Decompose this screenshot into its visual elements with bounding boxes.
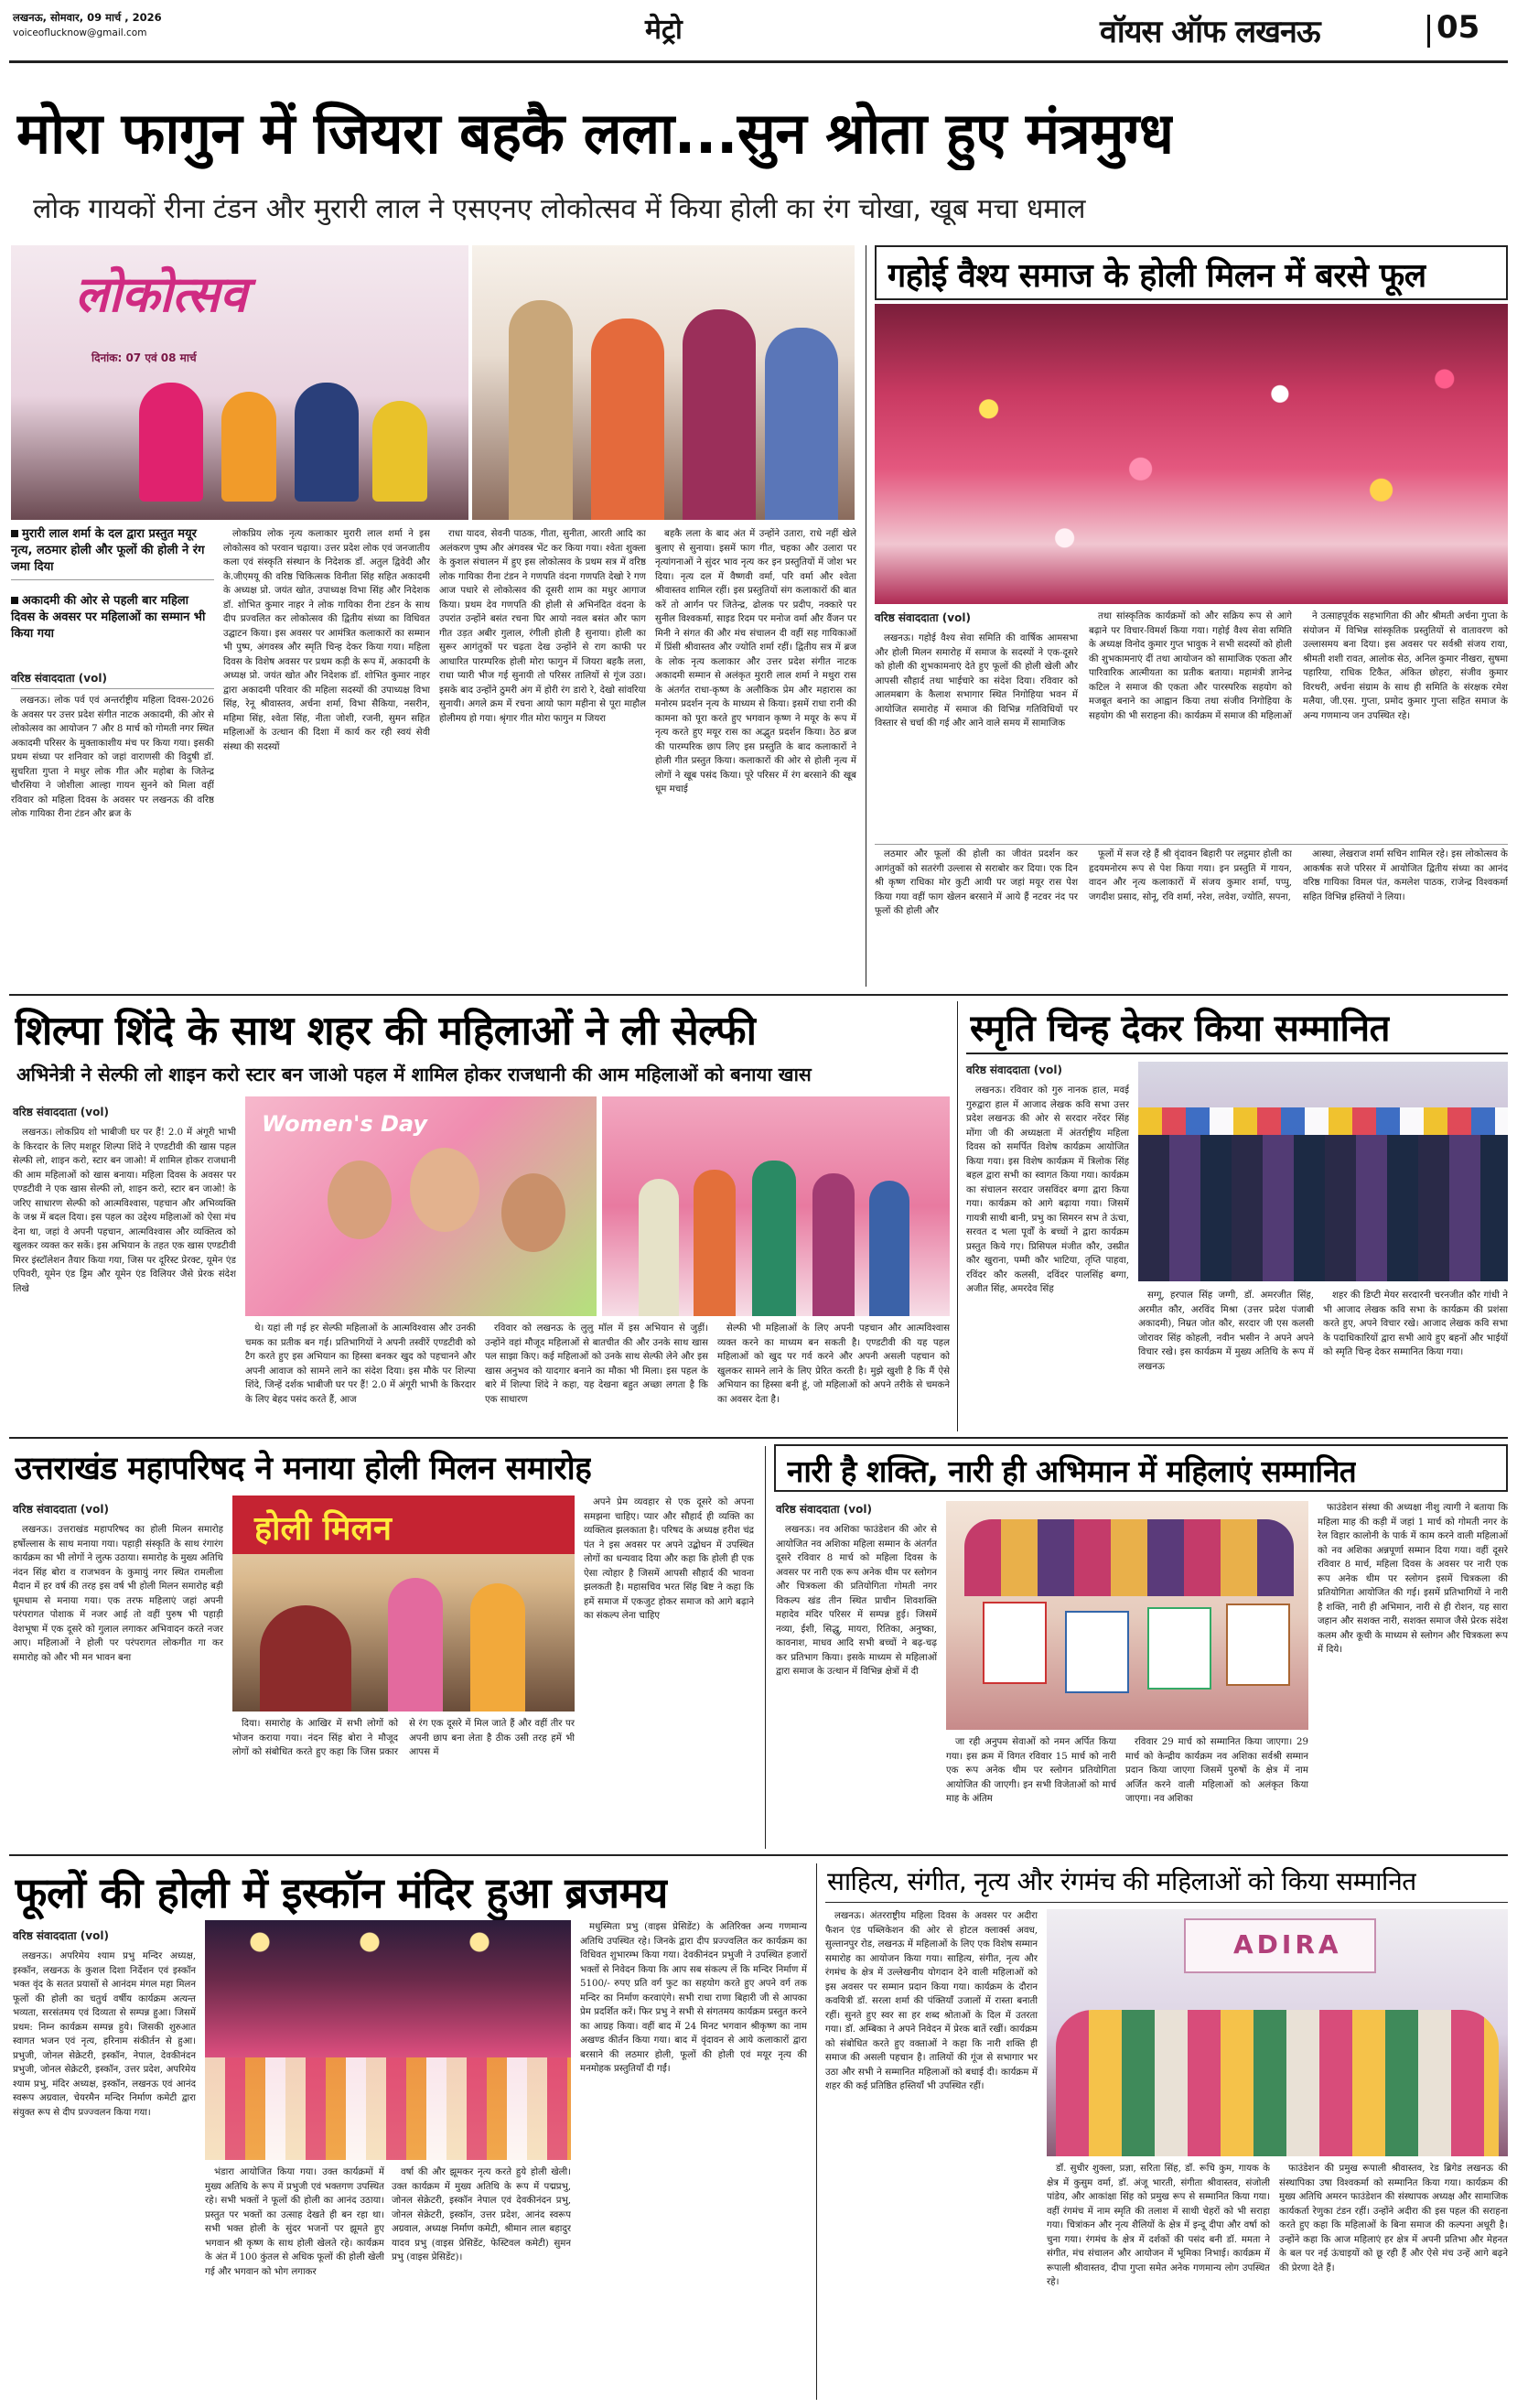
story5-col3-text: अपने प्रेम व्यवहार से एक दूसरे को अपना समझना चाहिए। प्यार और सौहार्द ही व्यक्ति का व्यक्तित्व झलकाता है। परिषद के अध्यक्ष हरीश चंद्र पंत ने इस अवसर पर अपने उद्बोधन में उपस्थित लोगों का धन्यवाद दिया और कहा कि होली ही एक ऐसा त्योहार है जिसमें आपसी सौहार्द की भावना झलकती है। महासचिव भरत सिंह बिष्ट ने कहा कि हमें समाज में एकजुट होकर समाज को आगे बढ़ाने का संकल्प लेना चाहिए bbox=[584, 1497, 754, 1621]
story6-col1-text: लखनऊ। नव अशिका फाउंडेशन की ओर से आयोजित नव अशिका महिला सम्मान के अंतर्गत दूसरे रविवार 8 मार्च को महिला दिवस के अवसर पर नारी एक रूप अनेक थीम पर स्लोगन और चित्रकला की प्रतियोगिता गोमती नगर विकल्प खंड तीन स्थित प्राचीन शिवशक्ति महादेव मंदिर परिसर में सम्पन्न हुई। जिसमें नव्या, ईशी, सिद्धु, मायरा, रितिका, अनुष्का, कावनाश, माधव आदि सभी बच्चों ने बढ़-चढ़ कर प्रतिभाग किया। इसके माध्यम से महिलाओं द्वारा समाज के उत्थान में विभिन्न क्षेत्रों में दी bbox=[776, 1525, 937, 1677]
story1-col2-text: लोकप्रिय लोक नृत्य कलाकार मुरारी लाल शर्मा ने इस लोकोत्सव को परवान चढ़ाया। उत्तर प्रदेश लोक एवं जनजातीय कला एवं संस्कृति संस्थान के निदेशक डॉ. अतुल द्विवेदी और के.जीएमयू की वरिष्ठ चिकित्सक विनीता सिंह सहित अकादमी के अध्यक्ष प्रो. जयंत खोत, उपाध्यक्ष विभा सिंह और निदेशक डॉ. शोभित कुमार नाहर ने लोक गायिका रीना टंडन के साथ दीप प्रज्वलित कर लोकोत्सव की द्वितीय संध्या का विधिवत उद्घाटन किया। इस अवसर पर आमंत्रित कलाकारों का सम्मान भी पुष्प, अंगवस्त्र और स्मृति चिन्ह देकर किया गया। महिला दिवस के विशेष अवसर पर प्रथम कड़ी के रूप में, अकादमी के अध्यक्ष प्रो. जयंत खोत और निदेशक डॉ. शोभित कुमार नाहर द्वारा अकादमी परिवार की महिला सदस्यों की उपाध्यक्ष विभा सिंह, रेनू श्रीवास्तव, अर्चना शर्मा, विभा सैकिया, नसरीन, महिमा सिंह, श्वेता सिंह, नीता जोशी, रजनी, सुमन सहित महिलाओं के उत्थान की दिशा में कार्य कर रही स्वयं सेवी संस्था की सदस्यों bbox=[223, 529, 430, 752]
women-row bbox=[964, 1519, 1294, 1596]
story8-column-1 bbox=[825, 1909, 1038, 2398]
story2-col2-text: तथा सांस्कृतिक कार्यक्रमों को और सक्रिय रूप से आगे बढ़ाने पर विचार-विमर्श किया गया। गहोई वैश्य सेवा समिति के अध्यक्ष विनोद कुमार गुप्त भावुक ने सभी सदस्यों को होली की शुभकामनाएं दीं तथा आयोजन को सामाजिक एकता और पारिवारिक आत्मीयता का प्रतीक बताया। महामंत्री ज्ञानेन्द्र कटिल ने समाज की एकता और पारस्परिक सहयोग को मजबूत बनाने का आह्वान किया तथा संजीव निगोहिया के सहयोग की भी सराहना की। कार्यक्रम में समाज की महिलाओं bbox=[1089, 611, 1292, 721]
story7-col4-text: मधुस्मिता प्रभु (वाइस प्रेसिडेंट) के अतिरिक्त अन्य गणमान्य अतिथि उपस्थित रहे। जिनके द्वारा दीप प्रज्ज्वलित कर कार्यक्रम का विधिवत शुभारम्भ किया गया। देवकीनंदन प्रभुजी ने उपस्थित हजारों भक्तों से निवेदन किया कि आप सब संकल्प लें कि मन्दिर निर्माण में 5100/- रुपए प्रति वर्ग फुट का सहयोग करते हुए अपने वर्ग तक मन्दिर का निर्माण करवाएंगे। सभी राधा राणा बिहारी जी से आपका प्रेम प्रदर्शित करें। फिर प्रभु ने सभी से संगतमय कार्यक्रम प्रस्तुत करने का आग्रह किया। वहीं बाद में 24 मिनट भगवान श्रीकृष्ण का नाम अखण्ड कीर्तन किया गया। बाद में वृंदावन से आये कलाकारों द्वारा बरसाने की लठमार होली, फूलों की होली एवं मयूर नृत्य की मनमोहक प्रस्तुतियाँ दी गईं। bbox=[580, 1922, 807, 2074]
story1-col4-text: बहकै लला के बाद अंत में उन्होंने उतारा, राधे नहीं खेले बुलाए से सुनाया। इसमें फाग गीत, चहका और उलारा पर नृत्यांगनाओं ने सुंदर भाव नृत्य कर इन प्रस्तुतियों में जोश भर दिया। नृत्य दल में वैष्णवी वर्मा, परि वर्मा और श्वेता श्रीवास्तव शामिल रहीं। इस प्रस्तुतियों संग कलाकारों की बात करें तो आर्गन पर जितेन्द्र, ढोलक पर प्रदीप, नक्कारे पर सुनील विश्वकर्मा, साइड रिदम पर मनोज वर्मा और वैंजन पर मिनी ने संगत की और मंच संचालन दी वहीं सह गायिकाओं में प्रिंसी श्रीवास्तव और ज्योति शर्मा रहीं। द्वितीय सत्र में ब्रज के लोक नृत्य कलाकार और उत्तर प्रदेश संगीत नाटक अकादमी सम्मान से अलंकृत मुरारी लाल शर्मा ने मथुरा रास के अंतर्गत राधा-कृष्ण के अलौकिक प्रेम और महारास का मनोरम प्रदर्शन नृत्य के माध्यम से किया। इसमें राधा रानी की कामना को पूरा करते हुए भगवान कृष्ण ने मयूर के रूप में नृत्य करते हुए मयूर रास का अद्भुत प्रदर्शन किया। ठेठ ब्रज की पारम्परिक छाप लिए इस प्रस्तुति के बाद कलाकारों ने होली गीत प्रस्तुत किया। कलाकारों की ओर से होली नृत्य में लोगों ने खूब पसंद किया। पूरे परिसर में रंग बरसाने की खूब धूम मचाई bbox=[655, 529, 856, 794]
masthead-rule bbox=[9, 60, 1508, 63]
stage-lights bbox=[205, 1920, 571, 1975]
story2-col1-text: लखनऊ। गहोई वैश्य सेवा समिति की वार्षिक आमसभा और होली मिलन समारोह में समाज के सदस्यों ने एक-दूसरे को होली की शुभकामनाएं देते हुए फूलों की होली खेली और आपसी सौहार्द तथा भाईचारे का संदेश दिया। रविवार को आलमबाग के कैलाश सभागार स्थित निगोहिया भवन में आयोजित समारोह में समाज की विभिन्न गतिविधियों पर विस्तार से चर्चा की गई और आने वाले समय में सामाजिक bbox=[875, 633, 1078, 729]
dancer-shape bbox=[470, 1583, 525, 1712]
caption-2-text: अकादमी की ओर से पहली बार महिला दिवस के अवसर पर महिलाओं का सम्मान भी किया गया bbox=[11, 594, 206, 641]
dignitary-shape bbox=[765, 328, 838, 520]
lokotsav-stage-photo bbox=[11, 245, 468, 520]
date-line: लखनऊ, सोमवार, 09 मार्च , 2026 bbox=[13, 11, 162, 24]
story1-column-4 bbox=[655, 527, 856, 987]
story6-column-4 bbox=[1318, 1501, 1508, 1845]
story8-col3-text: फाउंडेशन की प्रमुख रूपाली श्रीवास्तव, रेड ब्रिगेड लखनऊ की संस्थापिका उषा विश्वकर्मा को सम्मानित किया गया। कार्यक्रम की मुख्य अतिथि अमरन फाउंडेशन की संस्थापक अध्यक्ष और सामाजिक कार्यकर्ता रेणुका टंडन रहीं। उन्होंने अदीरा की इस पहल की सराहना करते हुए कहा कि महिलाओं के बिना समाज की कल्पना अधूरी है। उन्होंने कहा कि आज महिलाएं हर क्षेत्र में अपनी प्रतिभा और मेहनत के बल पर नई ऊंचाइयों को छू रही हैं और ऐसे मंच उन्हें आगे बढ़ने की प्रेरणा देते हैं। bbox=[1279, 2164, 1508, 2273]
story5-byline: वरिष्ठ संवाददाता (vol) bbox=[13, 1503, 109, 1516]
womens-day-sign: Women's Day bbox=[262, 1111, 428, 1137]
story6-headline-box bbox=[774, 1444, 1508, 1492]
gahoi-holi-crowd-photo bbox=[875, 304, 1508, 604]
story6-column-2 bbox=[946, 1735, 1116, 1845]
story4-col2-text: सग्गू, हरपाल सिंह जग्गी, डॉ. अमरजीत सिंह, अरमीत कौर, अरविंद मिश्रा (उत्तर प्रदेश पंजाबी अकादमी), निम्रत जोत कौर, सरदार जी एस कलसी जोरावर सिंह कोहली, नवीन भसीन ने अपने अपने विचार रखे। इस कार्यक्रम में मुख्य अतिथि के रूप में लखनऊ bbox=[1138, 1290, 1314, 1372]
story1-headline: मोरा फागुन में जियरा बहकै लला...सुन श्रोता हुए मंत्रमुग्ध bbox=[16, 100, 1174, 167]
story6-headline: नारी है शक्ति, नारी ही अभिमान में महिलाएं सम्मानित bbox=[787, 1453, 1357, 1489]
story7-column-4 bbox=[580, 1920, 807, 2398]
women-row bbox=[1056, 2010, 1499, 2156]
person-shape bbox=[694, 1170, 736, 1316]
page-number: 05 bbox=[1436, 9, 1480, 46]
dignitary-shape bbox=[591, 319, 664, 520]
story4-headline: स्मृति चिन्ह देकर किया सम्मानित bbox=[970, 1008, 1390, 1050]
person-shape bbox=[869, 1181, 909, 1316]
story8-column-3 bbox=[1279, 2162, 1508, 2398]
adira-sign: ADIRA bbox=[1233, 1929, 1342, 1960]
vertical-divider bbox=[957, 1001, 958, 1431]
drawing-sheet bbox=[1147, 1607, 1211, 1690]
story3-byline: वरिष्ठ संवाददाता (vol) bbox=[13, 1106, 109, 1118]
lokotsav-banner-text: लोकोत्सव bbox=[75, 265, 248, 323]
person-shape bbox=[812, 1173, 855, 1316]
story4-col1-text: लखनऊ। रविवार को गुरु नानक हाल, मवई गुरुद्वारा हाल में आजाद लेखक कवि सभा उत्तर प्रदेश लखनऊ की ओर से सरदार नरेंदर सिंह मोंगा जी की अध्यक्षता में अंतर्राष्ट्रीय महिला दिवस को समर्पित विशेष कार्यक्रम आयोजित किया गया। इस विशेष कार्यक्रम में त्रिलोक सिंह बहल द्वारा सभी का स्वागत किया गया। कार्यक्रम का संचालन सरदार जसविंदर बग्गा द्वारा किया गया। कार्यक्रम को आगे बढ़ाया गया। जिसमें गायत्री साथी बानी, प्रभु का सिमरन सभ ते ऊंचा, सरवत द भला पूर्वों के बच्चों ने द्वारा कार्यक्रम प्रस्तुत किये गए। प्रिसिपल मंजीत कौर, उस्प्रीत कौर खुराना, पम्मी कौर भाटिया, तृप्ति पाहवा, रविंदर कौर कलसी, दविंदर पालसिंह बग्गा, अजीत सिंह, अमरदेव सिंह bbox=[966, 1085, 1129, 1294]
story2-column-2 bbox=[1089, 610, 1292, 840]
story4-column-1 bbox=[966, 1084, 1129, 1430]
story4-headline-rule bbox=[966, 1053, 1508, 1054]
caption-1-text: मुरारी लाल शर्मा के दल द्वारा प्रस्तुत मयूर नृत्य, लठमार होली और फूलों की होली ने रंग जमा दिया bbox=[11, 527, 205, 574]
story4-column-2 bbox=[1138, 1289, 1314, 1430]
story7-column-1 bbox=[13, 1949, 196, 2398]
story7-col1-text: लखनऊ। अपरिमेय श्याम प्रभु मन्दिर अध्यक्ष, इस्कॉन, लखनऊ के कुशल दिशा निर्देशन एवं इस्कॉन भक्त वृंद के सतत प्रयासों से आनंदम मंगल महा मिलन फूलों की होली का चतुर्थ वर्षीय कार्यक्रम अत्यन्त भव्यता, सरसंतमय एवं दिव्यता से सम्पन्न हुआ। जिसमें प्रथम: निम्न कार्यक्रम सम्पन्न हुये। जिसकी शुरुआत स्वागत भजन एवं नृत्य, हरिनाम संकीर्तन से हुआ। प्रभुजी, जोनल सेक्रेटरी, इस्कॉन, नेपाल, देवकीनंदन प्रभुजी, जोनल सेक्रेटरी, इस्कॉन, उत्तर प्रदेश, अपरिमेय श्याम प्रभु, मंदिर अध्यक्ष, इस्कॉन, लखनऊ एवं आनंद स्वरूप अग्रवाल, चेयरमैन मन्दिर निर्माण कमेटी द्वारा संयुक्त रूप से दीप प्रज्ज्वलन किया गया। bbox=[13, 1951, 196, 2118]
story2-headline: गहोई वैश्य समाज के होली मिलन में बरसे फूल bbox=[888, 257, 1426, 295]
crowd-shape bbox=[1138, 1135, 1508, 1281]
story6-col3-text: रविवार 29 मार्च को सम्मानित किया जाएगा। 29 मार्च को केन्द्रीय कार्यक्रम नव अशिका सर्वश्री सम्मान प्रदान किया जाएगा जिसमें पुरुषों के क्षेत्र में नाम अर्जित करने वाली महिलाओं को अलंकृत किया जाएगा। नव अशिका bbox=[1125, 1737, 1308, 1804]
story3-col1-text: लखनऊ। लोकप्रिय शो भाबीजी घर पर हैं! 2.0 में अंगूरी भाभी के किरदार के लिए मशहूर शिल्पा शिंदे ने एण्डटीवी की खास पहल सेल्फी लो, शाइन करो, स्टार बन जाओ! में शामिल होकर राजधानी की आम महिलाओं को खास बनाया। महिला दिवस के अवसर पर एण्डटीवी ने एक खास सेल्फी लो, शाइन करो, स्टार बन जाओ! के जरिए साधारण सेल्फी को आत्मविश्वास, पहचान और अभिव्यक्ति के जश्न में बदल दिया। इस पहल का उद्देश्य महिलाओं को ऐसा मंच देना था, जहां वे अपनी पहचान, आत्मविश्वास और व्यक्तित्व को खुलकर व्यक्त कर सकें। इस अभियान के तहत एक खास एण्डटीवी मिरर इंस्टॉलेशन तैयार किया गया, जिस पर दूरिस्ट प्रेरक्ट, यूमेन एंड एपिवरी, यूमेन एंड ड्रिम और यूमेन एंड विलियर जैसे प्रेरक संदेश लिखे bbox=[13, 1128, 236, 1294]
story7-headline: फूलों की होली में इस्कॉन मंदिर हुआ ब्रजमय bbox=[15, 1868, 668, 1917]
story2-column-5 bbox=[1089, 848, 1292, 985]
story2-rule bbox=[875, 844, 1508, 845]
story2-column-3 bbox=[1303, 610, 1508, 840]
story7-column-2 bbox=[205, 2165, 384, 2398]
story8-col2-text: डॉ. सुधीर शुक्ला, प्रज्ञा, सरिता सिंह, डॉ. रूचि कुम, गायक के क्षेत्र में कुसुम वर्मा, डॉ. अंजू भारती, संगीता श्रीवास्तव, संजोली पांडेय, और आकांक्षा सिंह को प्रमुख रूप से सम्मानित किया गया। वहीं रंगमंच में नाम स्मृति की तलाश में साथी चेहरों को भी सराहा गया। चित्रांकन और नृत्य शैलियों के क्षेत्र में इन्दू दीपा और वर्षा को चुना गया। रंगमंच के क्षेत्र में दर्शकों की पसंद बनी डॉ. ममता ने संगीत, मंच संचालन और आयोजन में भूमिका निभाई। कार्यक्रम में रूपाली श्रीवास्तव, दीपा गुप्ता समेत अनेक गणमान्य लोग उपस्थित रहे। bbox=[1047, 2164, 1270, 2287]
story3-subhead: अभिनेत्री ने सेल्फी लो शाइन करो स्टार बन जाओ पहल में शामिल होकर राजधानी की आम महिलाओं को बनाया खास bbox=[16, 1064, 812, 1085]
story5-col2-text: दिया। समारोह के आखिर में सभी लोगों को भोजन कराया गया। नंदन सिंह बोरा ने मौजूद लोगों को संबोधित करते हुए कहा कि जिस प्रकार से रंग एक दूसरे में मिल जाते हैं और वहीं तीर पर अपनी छाप बना लेता है ठीक उसी तरह हमें भी आपस में bbox=[232, 1719, 575, 1757]
nari-shakti-drawing-photo bbox=[946, 1501, 1308, 1730]
story3-headline: शिल्पा शिंदे के साथ शहर की महिलाओं ने ली सेल्फी bbox=[15, 1008, 757, 1054]
section-rule bbox=[9, 1854, 1508, 1856]
story2-column-6 bbox=[1303, 848, 1508, 985]
person-shape bbox=[639, 1179, 679, 1316]
shilpa-selfie-photo bbox=[245, 1096, 597, 1316]
story3-col2-text: थे। यहां ली गई हर सेल्फी महिलाओं के आत्मविश्वास और उनकी चमक का प्रतीक बन गई। प्रतिभागियों ने अपनी तस्वीरें एण्डटीवी को टैग करते हुए इस अभियान का हिस्सा बनकर खुद को पहचानने और अपनी आवाज को सामने लाने का संदेश दिया। इस मौके पर शिल्पा शिंदे, जिन्हें दर्शक भाबीजी घर पर हैं! 2.0 में अंगूरी भाभी के किरदार के लिए बेहद पसंद करते हैं, आज bbox=[245, 1323, 476, 1405]
story7-col2-text: भंडारा आयोजित किया गया। उक्त कार्यक्रमों में मुख्य अतिथि के रूप में प्रभुजी एवं भक्तगण उपस्थित रहे। सभी भक्तों ने फूलों की होली का आनंद उठाया। प्रस्तुत पर भक्तों का उत्साह देखते ही बन रहा था। सभी भक्त होली के सुंदर भजनों पर झूमते हुए भगवान श्री कृष्ण के साथ होली खेलते रहे। कार्यक्रम के अंत में 100 कुंतल से अधिक फूलों की होली खेली गई और भगवान को भोग लगाकर bbox=[205, 2167, 384, 2277]
story7-col3-text: वर्षा की और झूमकर नृत्य करते हुये होली खेली। उक्त कार्यक्रम में मुख्य अतिथि के रूप में पद्मप्रभु, जोनल सेक्रेटरी, इस्कॉन नेपाल एवं देवकीनंदन प्रभु, जोनल सेक्रेटरी, इस्कॉन, उत्तर प्रदेश, आनंद स्वरूप अग्रवाल, अध्यक्ष निर्माण कमेटी, श्रीमान लाल बहादुर यादव प्रभु (वाइस प्रेसिडेंट, फेस्टिवल कमेटी) सुमन प्रभु (वाइस प्रेसिडेंट)। bbox=[392, 2167, 571, 2262]
performer-shape bbox=[372, 401, 427, 502]
story8-headline: साहित्य, संगीत, नृत्य और रंगमंच की महिलाओं को किया सम्मानित bbox=[827, 1866, 1416, 1896]
face-shape bbox=[328, 1161, 392, 1239]
story4-col3-text: शहर की डिप्टी मेयर सरदारनी चरनजीत कौर गांधी ने भी आजाद लेखक कवि सभा के कार्यक्रम की प्रशंसा करते हुए, अपने विचार रखे। आजाद लेखक कवि सभा के पदाधिकारियों द्वारा सभी आये हुए बहनों और भाईयों को स्मृति चिन्ह देकर सम्मानित किया गया। bbox=[1323, 1290, 1508, 1357]
story8-column-2 bbox=[1047, 2162, 1270, 2398]
drawing-sheet bbox=[983, 1602, 1047, 1684]
performer-shape bbox=[221, 392, 276, 502]
dancer-shape bbox=[388, 1578, 443, 1712]
adira-honour-photo bbox=[1047, 1909, 1508, 2156]
story6-column-3 bbox=[1125, 1735, 1308, 1845]
story1-caption-1 bbox=[11, 526, 214, 580]
story6-col2-text: जा रही अनुपम सेवाओं को नमन अर्पित किया गया। इस क्रम में विगत रविवार 15 मार्च को नारी एक रूप अनेक थीम पर स्लोगन प्रतियोगिता आयोजित की जाएगी। इन सभी विजेताओं को मार्च माह के अंतिम bbox=[946, 1737, 1116, 1804]
performer-shape bbox=[139, 383, 203, 502]
story1-col3-text: राधा यादव, सेवनी पाठक, गीता, सुनीता, आरती आदि का अलंकरण पुष्प और अंगवस्त्र भेंट कर किया गया। श्वेता शुक्ला के कुशल संचालन में हुए इस लोकोत्सव के प्रथम सत्र में वरिष्ठ लोक गायिका रीना टंडन ने गणपति वंदना गणपति देखो रे गण आज पधारे से लोकोत्सव की दूसरी शाम का मधुर आगाज किया। प्रथम देव गणपति की होली से अभिनंदित वंदना के उपरांत उन्होंने बसंत रचना घिर आयो नवल बसंत और फाग गीत उड़त अबीर गुलाल, रंगीली होली है सुनाया। होली का सुरूर आगंतुकों पर चढ़ता देख उन्होंने से राग काफी पर आधारित पारम्परिक होली मोरा फागुन में जियरा बहकै लला, राधा प्यारी भीज गई सुनायी तो परिसर तालियों से गूंज उठा। इसके बाद उन्होंने ठुमरी अंग में होरी रंग डारो रे, देखो सांवरिया सुनायी। अगले क्रम में रचना आयो फाग महीना से पूरा माहौल होलीमय हो गया। श्रृंगार गीत मोरा फागुन म जियरा bbox=[439, 529, 646, 724]
paper-name: वॉयस ऑफ लखनऊ bbox=[1100, 14, 1320, 50]
story2-col4-text: लठमार और फूलों की होली का जीवंत प्रदर्शन कर आगंतुकों को सतरंगी उल्लास से सराबोर कर दिया। एक दिन श्री कृष्ण राधिका मोर कुटी आयी पर जहां मयूर रास पेश किया गया वहीं फाग खेलन बरसाने में आये हैं नटवर नंद पर फूलों की होली और bbox=[875, 849, 1078, 916]
story8-col1-text: लखनऊ। अंतरराष्ट्रीय महिला दिवस के अवसर पर अदीरा फैशन एंड पब्लिकेशन की ओर से होटल क्लार्क्स अवध, सुल्तानपुर रोड, लखनऊ में महिलाओं के लिए एक विशेष सम्मान समारोह का आयोजन किया गया। साहित्य, संगीत, नृत्य और रंगमंच के क्षेत्र में उल्लेखनीय योगदान देने वाली महिलाओं को इस अवसर पर सम्मान प्रदान किया गया। कार्यक्रम के दौरान कवयित्री डॉ. सरला शर्मा की पंक्तियाँ उजालों में रास्ता बनाती रहीं। सुनते हुए स्वर सा हर शब्द श्रोताओं के दिल में उतरता गया। डॉ. अम्बिका ने अपने निवेदन में प्रेरक बातें रखीं। कार्यक्रम को संबोधित करते हुए वक्ताओं ने कहा कि नारी शक्ति ही समाज की असली पहचान है। तालियों की गूंज से सभागार भर उठा और सभी ने सम्मानित महिलाओं को बधाई दी। कार्यक्रम में शहर की कई प्रतिष्ठित हस्तियाँ भी उपस्थित रहीं। bbox=[825, 1911, 1038, 2091]
story3-column-2 bbox=[245, 1322, 476, 1428]
turban-row bbox=[1138, 1107, 1508, 1135]
story5-column-1 bbox=[13, 1523, 223, 1845]
story2-byline: वरिष्ठ संवाददाता (vol) bbox=[875, 611, 971, 624]
section-rule bbox=[9, 1437, 1508, 1439]
person-shape bbox=[752, 1161, 796, 1316]
story1-column-3 bbox=[439, 527, 646, 987]
section-rule bbox=[9, 994, 1508, 996]
face-shape bbox=[501, 1173, 565, 1252]
drawing-sheet bbox=[1226, 1604, 1290, 1686]
drawing-sheet bbox=[1065, 1611, 1129, 1693]
uttarakhand-holi-photo bbox=[232, 1496, 575, 1712]
story3-column-3 bbox=[485, 1322, 708, 1428]
dholak-player-shape bbox=[260, 1605, 351, 1712]
crowd-shape bbox=[205, 2057, 571, 2160]
story1-col1-text: लखनऊ। लोक पर्व एवं अन्तर्राष्ट्रीय महिला दिवस-2026 के अवसर पर उत्तर प्रदेश संगीत नाटक अकादमी, की ओर से लोकोत्सव का आयोजन 7 और 8 मार्च को गोमती नगर स्थित अकादमी परिसर के मुक्ताकाशीय मंच पर किया गया। इसकी प्रथम संध्या पर शनिवार को जहां वाराणसी की विदुषी डॉ. सुचरिता गुप्ता ने मधुर लोक गीत और महोबा के जितेन्द्र चौरसिया ने जोशीला आल्हा गायन सुनने को मिला वहीं रविवार को महिला दिवस के अवसर पर लखनऊ की वरिष्ठ लोक गायिका रीना टंडन और ब्रज के bbox=[11, 696, 214, 819]
holi-milan-sign: होली मिलन bbox=[254, 1510, 392, 1548]
story6-byline: वरिष्ठ संवाददाता (vol) bbox=[776, 1503, 872, 1516]
story1-byline: वरिष्ठ संवाददाता (vol) bbox=[11, 672, 107, 685]
flower-petals bbox=[875, 304, 1508, 604]
story6-column-1 bbox=[776, 1523, 937, 1845]
story3-column-4 bbox=[717, 1322, 950, 1428]
story4-column-3 bbox=[1323, 1289, 1508, 1430]
face-shape bbox=[410, 1148, 479, 1232]
story7-byline: वरिष्ठ संवाददाता (vol) bbox=[13, 1929, 109, 1942]
story5-col1-text: लखनऊ। उत्तराखंड महापरिषद का होली मिलन समारोह हर्षोल्लास के साथ मनाया गया। पहाड़ी संस्कृति के साथ रंगारंग कार्यक्रम का भी लोगों ने लुत्फ उठाया। समारोह के मुख्य अतिथि नंदन सिंह बोरा व राजभवन के कुमायुं नगर स्थित रामलीला मैदान में हर वर्ष की तरह इस वर्ष भी होली मिलन समारोह बड़ी धूमधाम से मनाया गया। एक तरफ महिलाएं जहां अपनी परंपरागत पोशाक में नजर आई तो वहीं पुरुष भी पहाड़ी वेशभूषा में एक दूसरे को गुलाल लगाकर अभिवादन करते नजर आए। महिलाओं ने होली पर परंपरागत लोकगीत गा कर समारोह को और भी मन भावन बना bbox=[13, 1525, 223, 1663]
performer-shape bbox=[295, 383, 359, 502]
story1-column-1 bbox=[11, 694, 214, 987]
story5-headline: उत्तराखंड महापरिषद ने मनाया होली मिलन समारोह bbox=[15, 1451, 592, 1487]
story8-headline-rule bbox=[825, 1902, 1508, 1903]
story2-column-4 bbox=[875, 848, 1078, 985]
story2-column-1 bbox=[875, 632, 1078, 840]
story2-col5-text: फूलों में सज रहे हैं श्री वृंदावन बिहारी पर लट्ठमार होली का हृदयमनोरम रूप से पेश किया गया। इन प्रस्तुति में गायन, वादन और नृत्य कलाकारों में संजय कुमार शर्मा, पप्पु, जगदीश प्रसाद, सोनू, रवि शर्मा, नरेश, लवेश, ज्योति, सपना, bbox=[1089, 849, 1292, 902]
story5-column-2 bbox=[232, 1717, 575, 1845]
story7-column-3 bbox=[392, 2165, 571, 2398]
shilpa-group-photo bbox=[602, 1096, 950, 1316]
story1-caption-2 bbox=[11, 593, 214, 642]
story2-col3-text: ने उत्साहपूर्वक सहभागिता की और श्रीमती अर्चना गुप्ता के संयोजन में विभिन्न सांस्कृतिक प्रस्तुतियों से वातावरण को उल्लासमय बना दिया। इस अवसर पर सर्वश्री संजय राया, श्रीमती शशी रावत, आलोक सेठ, अनिल कुमार नीखरा, सुषमा पहारिया, राधिक टिकैत, अंकित छोहरा, संजीव कुमार विरथरी, अर्चना संग्राम के साथ ही समिति के संरक्षक रमेश मलैया, जी.एस. गुप्ता, प्रमोद कुमार गुप्ता सहित समाज के अन्य गणमान्य जन उपस्थित रहे। bbox=[1303, 611, 1508, 721]
section-label: मेट्रो bbox=[645, 14, 683, 46]
story3-col3-text: रविवार को लखनऊ के लुलु मॉल में इस अभियान से जुड़ीं। उन्होंने वहां मौजूद महिलाओं से बातचीत की और उनके साथ खास पल साझा किए। कई महिलाओं को उनके साथ सेल्फी लेने और इस खास अनुभव को यादगार बनाने का मौका भी मिला। इस पहल के बारे में शिल्पा शिंदे ने कहा, यह देखना बहुत अच्छा लगता है कि एक साधारण bbox=[485, 1323, 708, 1405]
story1-byline-rule bbox=[11, 688, 214, 689]
smriti-group-photo bbox=[1138, 1062, 1508, 1281]
story3-column-1 bbox=[13, 1126, 236, 1428]
story1-column-2 bbox=[223, 527, 430, 987]
story5-column-3 bbox=[584, 1496, 754, 1845]
email: voiceoflucknow@gmail.com bbox=[13, 27, 147, 38]
story1-subhead: लोक गायकों रीना टंडन और मुरारी लाल ने एसएनए लोकोत्सव में किया होली का रंग चोखा, खूब मचा धमाल bbox=[33, 193, 1086, 225]
lokotsav-banner-dates: दिनांक: 07 एवं 08 मार्च bbox=[91, 351, 197, 364]
vertical-divider bbox=[765, 1446, 766, 1849]
page-divider bbox=[1427, 15, 1430, 48]
story2-col6-text: आस्था, लेखराज शर्मा सचिन शामिल रहे। इस लोकोत्सव के आकर्षक सजे परिसर में आयोजित द्वितीय संध्या का आनंद वरिष्ठ गायिका विमल पंत, कमलेश पाठक, राजेन्द्र विश्वकर्मा सहित विभिन्न हस्तियों ने लिया। bbox=[1303, 849, 1508, 902]
story3-col4-text: सेल्फी भी महिलाओं के लिए अपनी पहचान और आत्मविश्वास व्यक्त करने का माध्यम बन सकती है। एण्डटीवी की यह पहल महिलाओं को खुद पर गर्व करने और अपनी असली पहचान को खुलकर सामने लाने के लिए प्रेरित करती है। मुझे खुशी है कि मैं ऐसे अभियान का हिस्सा बनी हूं, जो महिलाओं को अपने तरीके से चमकने का अवसर देता है। bbox=[717, 1323, 950, 1405]
story6-col4-text: फाउंडेशन संस्था की अध्यक्षा नीशु त्यागी ने बताया कि महिला माह की कड़ी में जहां 1 मार्च को गोमती नगर के रेल विहार कालोनी के पार्क में काम करने वाली महिलाओं को नव अशिका अन्नपूर्णा सम्मान दिया गया। वहीं दूसरे रविवार 8 मार्च, महिला दिवस के अवसर पर नारी एक रूप अनेक थीम पर स्लोगन इसमें चित्रकला की प्रतियोगिता आयोजित की गई। इसमें प्रतिभागियों ने नारी है शक्ति, नारी ही अभिमान, नारी से ही रोशन, यह सारा जहान और सशक्त नारी, सशक्त समाज जैसे प्रेरक संदेश कलम और कूची के माध्यम से स्लोगन और चित्रकला रूप में दिये। bbox=[1318, 1503, 1508, 1655]
story4-byline: वरिष्ठ संवाददाता (vol) bbox=[966, 1064, 1062, 1076]
dignitary-shape bbox=[683, 309, 756, 520]
iskcon-flower-holi-photo bbox=[205, 1920, 571, 2160]
story2-headline-box bbox=[875, 245, 1508, 300]
lokotsav-felicitation-photo bbox=[472, 245, 855, 520]
dignitary-shape bbox=[509, 300, 573, 520]
vertical-divider bbox=[816, 1863, 817, 2400]
